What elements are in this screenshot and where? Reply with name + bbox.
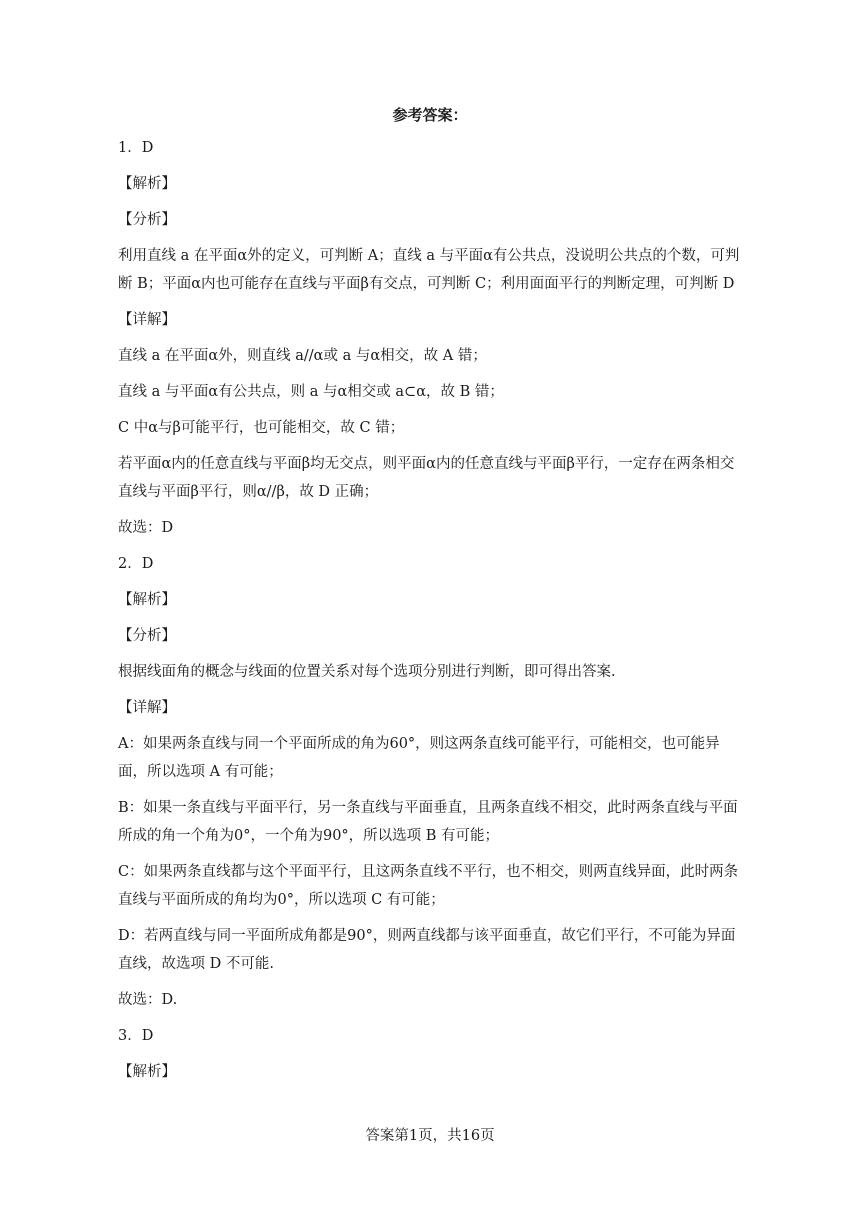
answer-line: 直线 a 与平面α有公共点，则 a 与α相交或 a⊂α，故 B 错； bbox=[118, 384, 504, 400]
answer-line: 【解析】 bbox=[118, 1064, 176, 1080]
page-title: 参考答案： bbox=[392, 106, 468, 124]
answer-line: 故选：D bbox=[118, 520, 174, 536]
answer-line: 直线 a 在平面α外，则直线 a//α或 a 与α相交，故 A 错； bbox=[118, 348, 487, 364]
answer-line: 【解析】 bbox=[118, 592, 176, 608]
answer-line: 3．D bbox=[118, 1028, 154, 1044]
answer-line: 根据线面角的概念与线面的位置关系对每个选项分别进行判断，即可得出答案. bbox=[118, 664, 616, 680]
answer-line: A：如果两条直线与同一个平面所成的角为60°，则这两条直线可能平行，可能相交，也可能异面，所以选项 A 有可能； bbox=[118, 736, 720, 780]
answer-line: 【分析】 bbox=[118, 628, 176, 644]
answer-line: 若平面α内的任意直线与平面β均无交点，则平面α内的任意直线与平面β平行，一定存在两条相交直线与平面β平行，则α//β，故 D 正确； bbox=[118, 456, 735, 500]
answer-content bbox=[118, 130, 748, 1090]
answer-line: 利用直线 a 在平面α外的定义，可判断 A；直线 a 与平面α有公共点，没说明公共点的个数，可判断 B；平面α内也可能存在直线与平面β有交点，可判断 C；利用面面平行的判断定理，可判断 D bbox=[118, 248, 740, 292]
answer-line: 故选：D. bbox=[118, 992, 178, 1008]
answer-line: 【详解】 bbox=[118, 312, 176, 328]
answer-line: 2．D bbox=[118, 556, 154, 572]
answer-line: C 中α与β可能平行，也可能相交，故 C 错； bbox=[118, 420, 405, 436]
answer-line: 【分析】 bbox=[118, 212, 176, 228]
answer-line: 【详解】 bbox=[118, 700, 176, 716]
page-footer: 答案第1页，共16页 bbox=[365, 1128, 495, 1144]
answer-line: D：若两直线与同一平面所成角都是90°，则两直线都与该平面垂直，故它们平行，不可能为异面直线，故选项 D 不可能. bbox=[118, 928, 736, 972]
answer-line: C：如果两条直线都与这个平面平行，且这两条直线不平行，也不相交，则两直线异面，此时两条直线与平面所成的角均为0°，所以选项 C 有可能； bbox=[118, 864, 739, 908]
answer-line: 【解析】 bbox=[118, 176, 176, 192]
answer-line: B：如果一条直线与平面平行，另一条直线与平面垂直，且两条直线不相交，此时两条直线与平面所成的角一个角为0°，一个角为90°，所以选项 B 有可能； bbox=[118, 800, 738, 844]
answer-line: 1．D bbox=[118, 140, 154, 156]
